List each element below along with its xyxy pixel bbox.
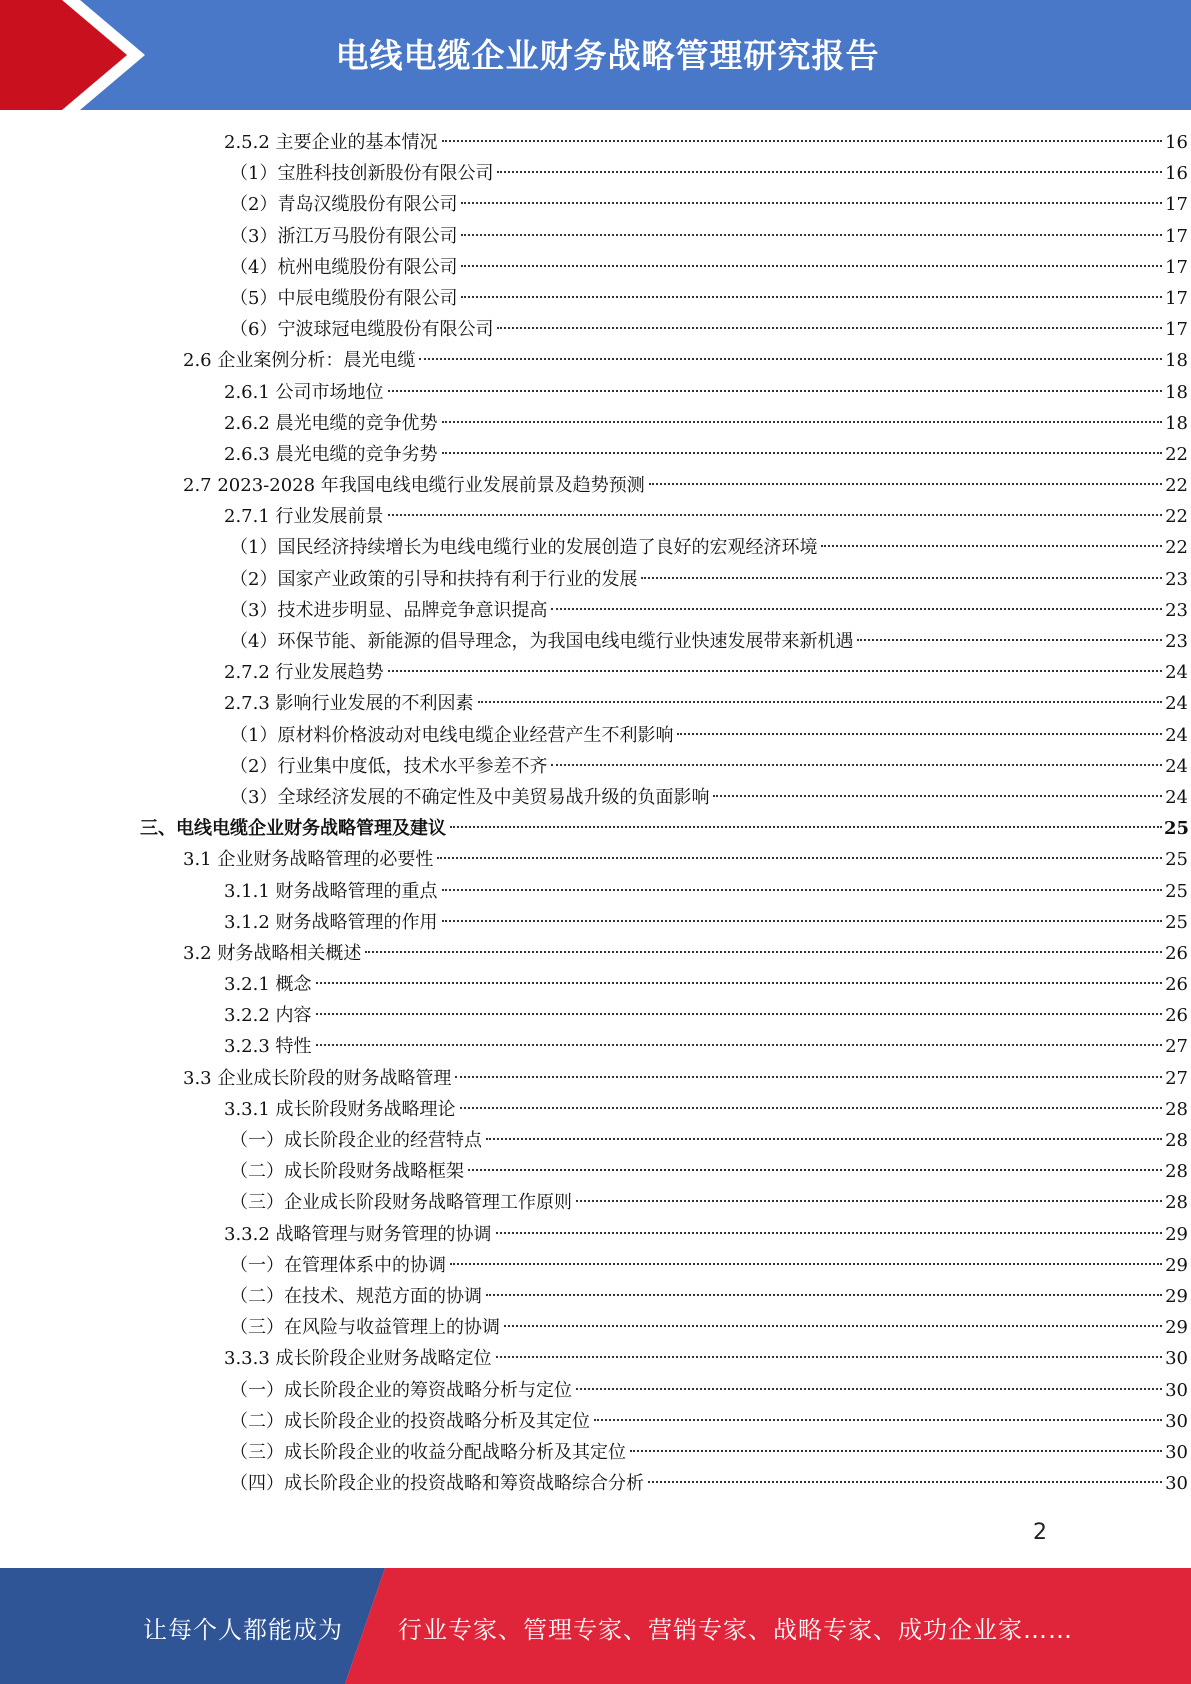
toc-entry-page: 28 xyxy=(1165,1192,1188,1214)
toc-entry-page: 24 xyxy=(1165,662,1188,684)
toc-entry-page: 29 xyxy=(1165,1317,1188,1339)
toc-entry-page: 23 xyxy=(1165,599,1188,621)
toc-entry-label: （5）中辰电缆股份有限公司 xyxy=(230,287,458,309)
toc-entry-page: 27 xyxy=(1165,1067,1188,1089)
toc-entry[interactable] xyxy=(0,532,1188,563)
toc-entry-label: （3）浙江万马股份有限公司 xyxy=(230,225,458,247)
toc-entry-page: 17 xyxy=(1165,287,1188,309)
toc-entry-label: 3.3 企业成长阶段的财务战略管理 xyxy=(183,1067,452,1089)
dot-leader xyxy=(450,826,1162,828)
toc-entry[interactable] xyxy=(0,938,1188,969)
toc-entry[interactable] xyxy=(0,501,1188,532)
toc-entry-label: （一）成长阶段企业的筹资战略分析与定位 xyxy=(230,1379,572,1401)
toc-entry[interactable] xyxy=(0,1406,1188,1437)
toc-entry-page: 30 xyxy=(1165,1379,1188,1401)
toc-entry-page: 30 xyxy=(1165,1441,1188,1463)
toc-entry-page: 28 xyxy=(1165,1161,1188,1183)
dot-leader xyxy=(437,857,1162,859)
toc-entry[interactable] xyxy=(0,189,1188,220)
dot-leader xyxy=(504,1325,1162,1327)
dot-leader xyxy=(388,670,1162,672)
footer-slogan-left: 让每个人都能成为 xyxy=(143,1616,343,1644)
toc-entry-page: 30 xyxy=(1165,1348,1188,1370)
toc-entry-label: 2.7 2023-2028 年我国电线电缆行业发展前景及趋势预测 xyxy=(183,475,645,497)
dot-leader xyxy=(468,1169,1162,1171)
toc-entry-page: 25 xyxy=(1165,849,1188,871)
toc-entry-page: 17 xyxy=(1165,319,1188,341)
dot-leader xyxy=(365,951,1162,953)
toc-entry-page: 29 xyxy=(1165,1223,1188,1245)
toc-entry[interactable] xyxy=(0,314,1188,345)
dot-leader xyxy=(442,140,1162,142)
toc-entry-page: 17 xyxy=(1165,194,1188,216)
dot-leader xyxy=(594,1419,1162,1421)
toc-entry[interactable] xyxy=(0,1343,1188,1374)
toc-entry[interactable] xyxy=(0,1375,1188,1406)
toc-entry[interactable] xyxy=(0,751,1188,782)
toc-entry-label: （四）成长阶段企业的投资战略和筹资战略综合分析 xyxy=(230,1473,644,1495)
toc-entry[interactable] xyxy=(0,1156,1188,1187)
dot-leader xyxy=(461,296,1162,298)
toc-entry[interactable] xyxy=(0,782,1188,813)
page-header xyxy=(0,0,1191,110)
toc-entry-label: 2.5.2 主要企业的基本情况 xyxy=(224,132,438,153)
dot-leader xyxy=(461,234,1162,236)
toc-entry-page: 17 xyxy=(1165,225,1188,247)
dot-leader xyxy=(442,889,1162,891)
toc-entry-page: 18 xyxy=(1165,381,1188,403)
toc-entry-page: 18 xyxy=(1165,412,1188,434)
toc-entry-label: （一）在管理体系中的协调 xyxy=(230,1254,446,1276)
toc-entry-page: 24 xyxy=(1165,724,1188,746)
dot-leader xyxy=(461,202,1162,204)
toc-entry[interactable] xyxy=(0,1125,1188,1156)
toc-entry-page: 25 xyxy=(1165,911,1188,933)
toc-entry[interactable] xyxy=(0,813,1188,844)
toc-entry[interactable] xyxy=(0,1250,1188,1281)
toc-entry-label: 三、电线电缆企业财务战略管理及建议 xyxy=(140,818,446,840)
dot-leader xyxy=(677,733,1162,735)
toc-entry[interactable] xyxy=(0,221,1188,252)
toc-entry-label: （2）青岛汉缆股份有限公司 xyxy=(230,194,458,216)
toc-entry[interactable] xyxy=(0,283,1188,314)
dot-leader xyxy=(630,1450,1162,1452)
toc-entry[interactable] xyxy=(0,688,1188,719)
toc-entry-label: 2.6 企业案例分析：晨光电缆 xyxy=(183,350,416,372)
toc-entry-label: （三）企业成长阶段财务战略管理工作原则 xyxy=(230,1192,572,1214)
toc-entry[interactable] xyxy=(0,844,1188,875)
toc-entry-page: 24 xyxy=(1165,755,1188,777)
dot-leader xyxy=(497,327,1162,329)
toc-entry-label: （4）环保节能、新能源的倡导理念，为我国电线电缆行业快速发展带来新机遇 xyxy=(230,631,854,652)
toc-entry[interactable] xyxy=(0,595,1188,626)
table-of-contents xyxy=(0,127,1191,1499)
toc-entry[interactable] xyxy=(0,876,1188,907)
dot-leader xyxy=(576,1200,1162,1202)
toc-entry-page: 18 xyxy=(1165,350,1188,372)
dot-leader xyxy=(455,1076,1162,1078)
toc-entry-page: 23 xyxy=(1165,568,1188,590)
dot-leader xyxy=(442,920,1162,922)
dot-leader xyxy=(316,982,1162,984)
toc-entry-page: 28 xyxy=(1165,1098,1188,1120)
toc-entry[interactable] xyxy=(0,1187,1188,1218)
toc-entry-label: （1）原材料价格波动对电线电缆企业经营产生不利影响 xyxy=(230,724,674,746)
toc-entry-label: 3.3.1 成长阶段财务战略理论 xyxy=(224,1098,456,1120)
toc-entry[interactable] xyxy=(0,1468,1188,1499)
toc-entry-page: 30 xyxy=(1165,1473,1188,1495)
toc-entry-page: 25 xyxy=(1164,818,1190,840)
dot-leader xyxy=(713,795,1162,797)
toc-entry[interactable] xyxy=(0,969,1188,1000)
dot-leader xyxy=(486,1138,1162,1140)
toc-entry[interactable] xyxy=(0,1437,1188,1468)
toc-entry-label: （1）宝胜科技创新股份有限公司 xyxy=(230,163,494,185)
toc-entry-label: 3.1.1 财务战略管理的重点 xyxy=(224,880,438,902)
toc-entry-page: 16 xyxy=(1165,132,1188,153)
toc-entry-label: （3）技术进步明显、品牌竞争意识提高 xyxy=(230,599,548,621)
toc-entry-label: （6）宁波球冠电缆股份有限公司 xyxy=(230,319,494,341)
toc-entry-page: 29 xyxy=(1165,1254,1188,1276)
toc-entry-label: 2.7.3 影响行业发展的不利因素 xyxy=(224,693,474,715)
toc-entry[interactable] xyxy=(0,1031,1188,1062)
toc-entry[interactable] xyxy=(0,127,1188,158)
toc-entry-label: 3.1 企业财务战略管理的必要性 xyxy=(183,849,434,871)
toc-entry[interactable] xyxy=(0,470,1188,501)
dot-leader xyxy=(478,701,1162,703)
toc-entry-page: 25 xyxy=(1165,880,1188,902)
toc-entry-label: 3.2 财务战略相关概述 xyxy=(183,942,362,964)
toc-entry[interactable] xyxy=(0,408,1188,439)
toc-entry-label: （三）成长阶段企业的收益分配战略分析及其定位 xyxy=(230,1441,626,1463)
dot-leader xyxy=(641,577,1162,579)
toc-entry-page: 30 xyxy=(1165,1410,1188,1432)
dot-leader xyxy=(461,265,1162,267)
toc-entry[interactable] xyxy=(0,1219,1188,1250)
toc-entry-label: 3.2.1 概念 xyxy=(224,974,312,996)
toc-entry[interactable] xyxy=(0,564,1188,595)
dot-leader xyxy=(551,608,1162,610)
toc-entry-page: 24 xyxy=(1165,693,1188,715)
toc-entry-label: （二）成长阶段财务战略框架 xyxy=(230,1161,464,1183)
toc-entry[interactable] xyxy=(0,720,1188,751)
dot-leader xyxy=(486,1294,1162,1296)
toc-entry-label: （3）全球经济发展的不确定性及中美贸易战升级的负面影响 xyxy=(230,786,710,808)
toc-entry-page: 23 xyxy=(1165,631,1188,652)
toc-entry-label: 3.2.2 内容 xyxy=(224,1005,312,1027)
toc-entry-label: （2）行业集中度低，技术水平参差不齐 xyxy=(230,755,548,777)
toc-entry-page: 26 xyxy=(1165,974,1188,996)
toc-entry-page: 22 xyxy=(1165,475,1188,497)
dot-leader xyxy=(442,452,1162,454)
toc-entry-page: 22 xyxy=(1165,537,1188,559)
toc-entry-label: （一）成长阶段企业的经营特点 xyxy=(230,1130,482,1151)
toc-entry[interactable] xyxy=(0,252,1188,283)
dot-leader xyxy=(450,1263,1162,1265)
toc-entry-label: 2.6.3 晨光电缆的竞争劣势 xyxy=(224,443,438,465)
toc-entry[interactable] xyxy=(0,1000,1188,1031)
page-number: 2 xyxy=(1033,1520,1047,1545)
toc-entry[interactable] xyxy=(0,626,1188,657)
toc-entry-label: （2）国家产业政策的引导和扶持有利于行业的发展 xyxy=(230,568,638,590)
dot-leader xyxy=(576,1388,1162,1390)
toc-entry-page: 16 xyxy=(1165,163,1188,185)
toc-entry-label: 3.1.2 财务战略管理的作用 xyxy=(224,911,438,933)
toc-entry-label: 3.3.3 成长阶段企业财务战略定位 xyxy=(224,1348,492,1370)
toc-entry[interactable] xyxy=(0,1281,1188,1312)
dot-leader xyxy=(316,1044,1162,1046)
toc-entry[interactable] xyxy=(0,345,1188,376)
toc-entry[interactable] xyxy=(0,657,1188,688)
dot-leader xyxy=(496,1232,1162,1234)
toc-entry[interactable] xyxy=(0,439,1188,470)
toc-entry-page: 27 xyxy=(1165,1036,1188,1058)
toc-entry-page: 28 xyxy=(1165,1130,1188,1151)
toc-entry[interactable] xyxy=(0,1094,1188,1125)
dot-leader xyxy=(388,514,1162,516)
toc-entry-label: 2.6.1 公司市场地位 xyxy=(224,381,384,403)
toc-entry-page: 24 xyxy=(1165,786,1188,808)
toc-entry[interactable] xyxy=(0,1312,1188,1343)
dot-leader xyxy=(857,639,1162,641)
toc-entry-page: 29 xyxy=(1165,1285,1188,1307)
page-footer xyxy=(0,1568,1191,1684)
toc-entry-label: （4）杭州电缆股份有限公司 xyxy=(230,256,458,278)
toc-entry-page: 26 xyxy=(1165,942,1188,964)
dot-leader xyxy=(316,1013,1162,1015)
dot-leader xyxy=(460,1107,1162,1109)
toc-entry-page: 26 xyxy=(1165,1005,1188,1027)
toc-entry[interactable] xyxy=(0,377,1188,408)
dot-leader xyxy=(551,764,1162,766)
toc-entry-label: 2.7.1 行业发展前景 xyxy=(224,506,384,528)
dot-leader xyxy=(648,1481,1162,1483)
dot-leader xyxy=(649,483,1162,485)
toc-entry[interactable] xyxy=(0,158,1188,189)
toc-entry-label: （二）在技术、规范方面的协调 xyxy=(230,1285,482,1307)
toc-entry-page: 22 xyxy=(1165,506,1188,528)
toc-entry-label: 3.2.3 特性 xyxy=(224,1036,312,1058)
dot-leader xyxy=(497,171,1162,173)
dot-leader xyxy=(419,358,1162,360)
toc-entry-page: 22 xyxy=(1165,443,1188,465)
dot-leader xyxy=(821,545,1162,547)
dot-leader xyxy=(388,390,1162,392)
dot-leader xyxy=(496,1356,1162,1358)
footer-slogan-right: 行业专家、管理专家、营销专家、战略专家、成功企业家…… xyxy=(398,1616,1073,1644)
toc-entry-label: 2.6.2 晨光电缆的竞争优势 xyxy=(224,412,438,434)
report-title: 电线电缆企业财务战略管理研究报告 xyxy=(335,36,880,75)
toc-entry-page: 17 xyxy=(1165,256,1188,278)
toc-entry-label: （1）国民经济持续增长为电线电缆行业的发展创造了良好的宏观经济环境 xyxy=(230,537,818,559)
toc-entry[interactable] xyxy=(0,907,1188,938)
toc-entry-label: 2.7.2 行业发展趋势 xyxy=(224,662,384,684)
toc-entry[interactable] xyxy=(0,1063,1188,1094)
toc-entry-label: （二）成长阶段企业的投资战略分析及其定位 xyxy=(230,1410,590,1432)
dot-leader xyxy=(442,421,1162,423)
toc-entry-label: 3.3.2 战略管理与财务管理的协调 xyxy=(224,1223,492,1245)
toc-entry-label: （三）在风险与收益管理上的协调 xyxy=(230,1317,500,1339)
